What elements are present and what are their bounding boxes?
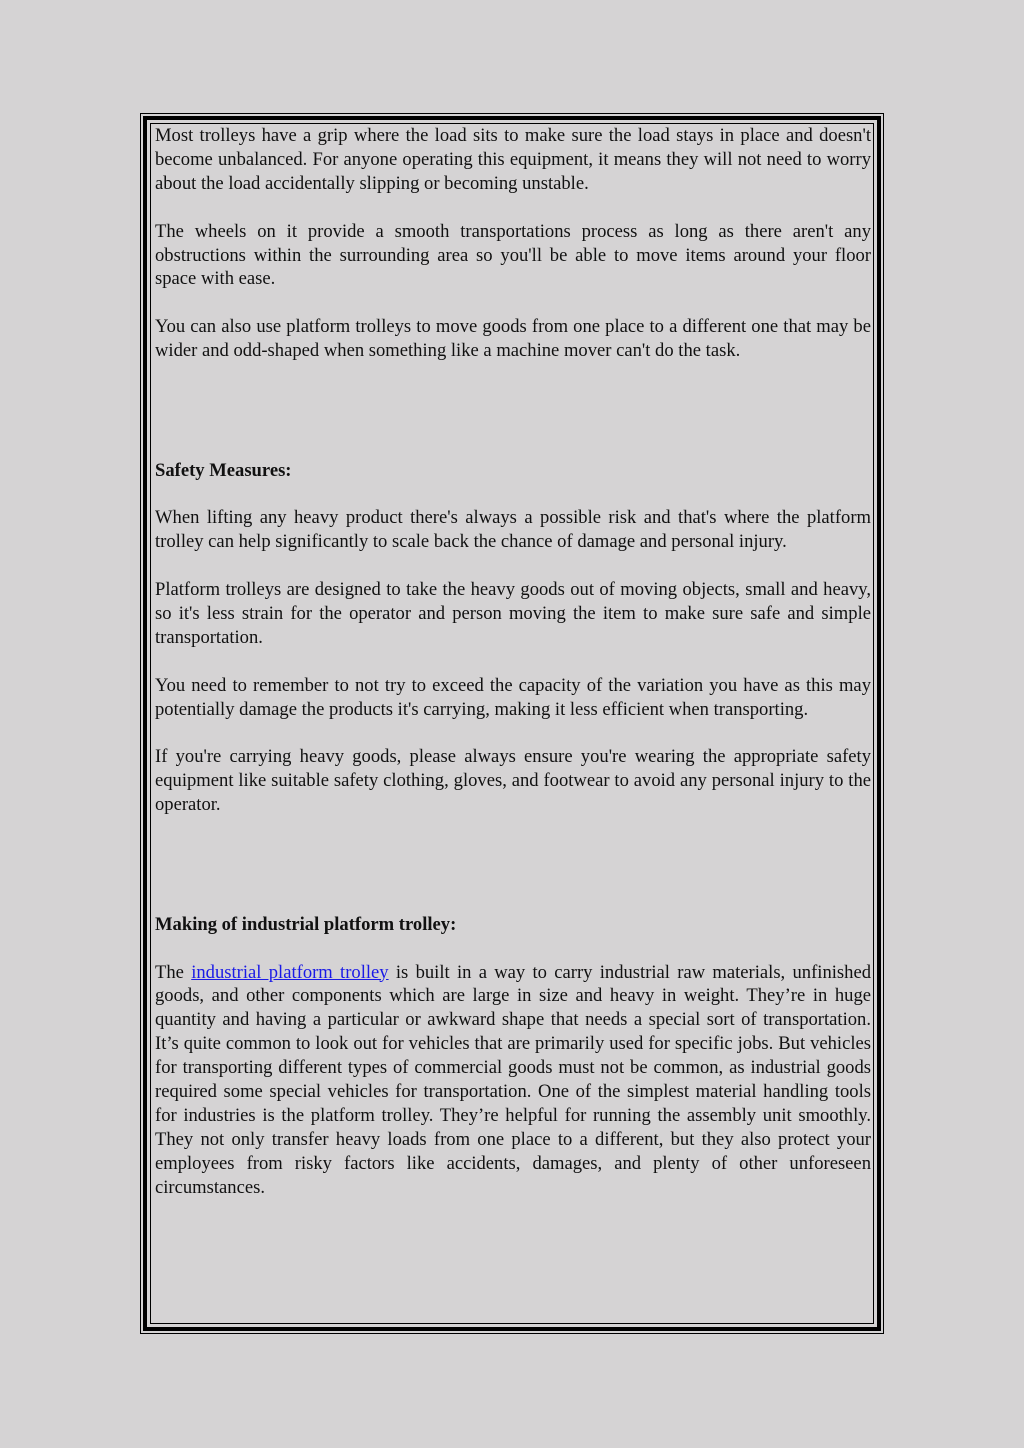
safety-paragraph-equipment: If you're carrying heavy goods, please always ensure you're wearing the appropriate safety equipment like suitable safety clothing, gloves, and footwear to avoid any personal injury to the operator. bbox=[155, 746, 871, 816]
safety-paragraph-risk: When lifting any heavy product there's always a possible risk and that's where the platform trolley can help significantly to scale back the chance of damage and personal injury. bbox=[155, 507, 871, 553]
section-gap bbox=[155, 841, 871, 913]
safety-paragraph-design: Platform trolleys are designed to take the heavy goods out of moving objects, small and heavy, so it's less strain for the operator and person moving the item to make sure safe and simple transportation. bbox=[155, 579, 871, 648]
paragraph-grip: Most trolleys have a grip where the load sits to make sure the load stays in place and doesn't become unbalanced. For anyone operating this equipment, it means they will not need to worry about the load accidentally slipping or becoming unstable. bbox=[155, 125, 871, 194]
safety-paragraph-capacity: You need to remember to not try to exceed the capacity of the variation you have as this may potentially damage the products it's carrying, making it less efficient when transporting. bbox=[155, 674, 871, 720]
safety-heading: Safety Measures: bbox=[155, 459, 292, 481]
document-body bbox=[155, 124, 871, 1223]
making-body: is built in a way to carry industrial raw materials, unfinished goods, and other components which are large in size and heavy in weight. They’re in huge quantity and having a particular or awkward shape that needs a special sort of transportation. It’s quite common to look out for vehicles that are primarily used for specific jobs. But vehicles for transporting different types of commercial goods must not be common, as industrial goods required some special vehicles for transportation. One of the simplest material handling tools for industries is the platform trolley. They’re helpful for running the assembly unit smoothly. They not only transfer heavy loads from one place to a different, but they also protect your employees from risky factors like accidents, damages, and plenty of other unforeseen circumstances. bbox=[155, 961, 871, 1198]
making-lead: The bbox=[155, 961, 184, 983]
making-paragraph bbox=[155, 961, 871, 1200]
section-gap bbox=[155, 387, 871, 459]
making-heading: Making of industrial platform trolley: bbox=[155, 913, 457, 935]
industrial-platform-trolley-link[interactable]: industrial platform trolley bbox=[191, 961, 389, 983]
paragraph-odd-shaped: You can also use platform trolleys to move goods from one place to a different one that may be wider and odd-shaped when something like a machine mover can't do the task. bbox=[155, 316, 871, 362]
paragraph-wheels: The wheels on it provide a smooth transportations process as long as there aren't any obstructions within the surrounding area so you'll be able to move items around your floor space with ease. bbox=[155, 220, 871, 290]
